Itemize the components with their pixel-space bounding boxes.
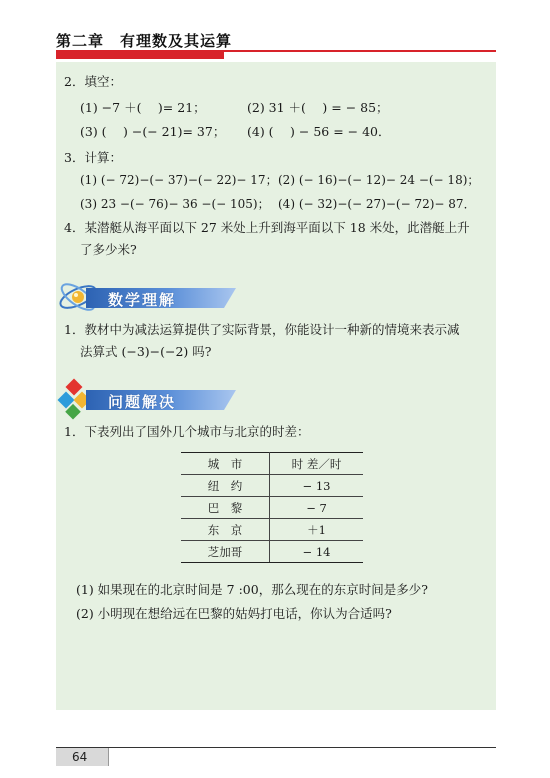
table-cell-difference: ＋1 <box>270 519 364 541</box>
problem-solving-title: 问题解决 <box>108 393 177 411</box>
table-cell-difference: − 14 <box>270 541 364 563</box>
time-difference-table <box>181 452 363 563</box>
question-2-item-1: (1) −7 ＋( )= 21； <box>80 100 206 115</box>
math-understanding-title: 数学理解 <box>108 291 177 309</box>
question-2-label: 2．填空： <box>64 74 122 89</box>
table-cell-difference: − 7 <box>270 497 364 519</box>
table-header-row <box>181 453 363 475</box>
math-understanding-banner <box>56 276 256 316</box>
question-3-item-3: (3) 23 −(− 76)− 36 −(− 105)； <box>80 197 270 211</box>
table-header-city: 城 市 <box>181 453 270 475</box>
table-header-difference: 时 差／时 <box>270 453 364 475</box>
question-4-line-2: 了多少米? <box>80 242 137 257</box>
question-2-item-3: (3) ( ) −(− 21)= 37； <box>80 124 226 139</box>
question-3-item-2: (2) (− 16)−(− 12)− 24 −(− 18)； <box>278 173 480 187</box>
footer-rule <box>56 747 496 748</box>
math-understanding-q1-line-1: 1．教材中为减法运算提供了实际背景，你能设计一种新的情境来表示减 <box>64 322 460 337</box>
problem-solving-sub-1: (1) 如果现在的北京时间是 7 :00，那么现在的东京时间是多少? <box>76 582 428 597</box>
header-accent-block <box>56 50 224 59</box>
problem-solving-sub-2: (2) 小明现在想给远在巴黎的姑妈打电话，你认为合适吗? <box>76 606 392 621</box>
question-4-line-1: 4．某潜艇从海平面以下 27 米处上升到海平面以下 18 米处，此潜艇上升 <box>64 220 470 235</box>
table-cell-city: 芝加哥 <box>181 541 270 563</box>
table-row <box>181 541 363 563</box>
page-number: 64 <box>72 750 88 764</box>
table-cell-city: 巴 黎 <box>181 497 270 519</box>
table-cell-city: 东 京 <box>181 519 270 541</box>
question-2-item-4: (4) ( ) − 56 = − 40． <box>247 124 391 139</box>
question-3-item-1: (1) (− 72)−(− 37)−(− 22)− 17； <box>80 173 278 187</box>
table-row <box>181 497 363 519</box>
table-row <box>181 519 363 541</box>
table-cell-city: 纽 约 <box>181 475 270 497</box>
table-cell-difference: − 13 <box>270 475 364 497</box>
question-2-item-2: (2) 31 ＋( ) = − 85； <box>247 100 389 115</box>
problem-solving-q1: 1．下表列出了国外几个城市与北京的时差： <box>64 424 310 439</box>
chapter-title: 第二章 有理数及其运算 <box>56 32 233 50</box>
problem-solving-banner <box>56 378 256 418</box>
question-3-item-4: (4) (− 32)−(− 27)−(− 72)− 87． <box>278 197 476 211</box>
math-understanding-q1-line-2: 法算式 (−3)−(−2) 吗? <box>80 344 212 359</box>
question-3-label: 3．计算： <box>64 150 122 165</box>
table-row <box>181 475 363 497</box>
